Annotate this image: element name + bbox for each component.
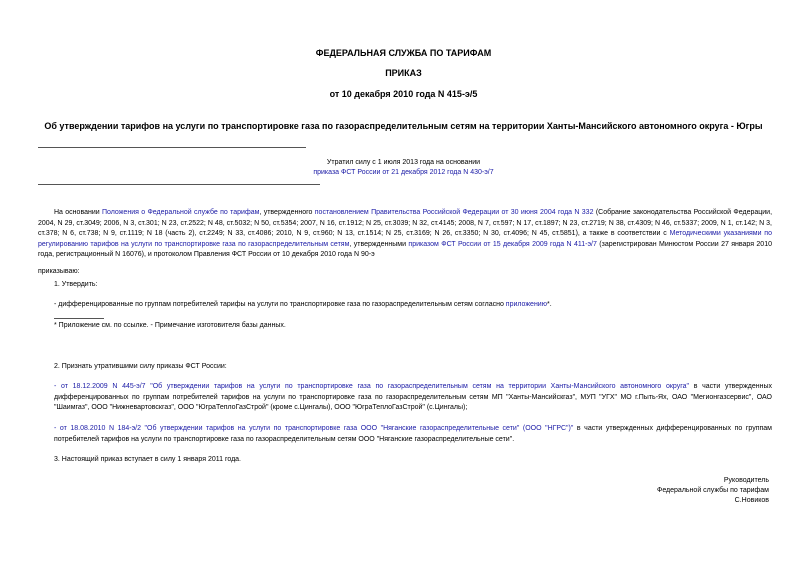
doc-title: Об утверждении тарифов на услуги по транспортировке газа по газораспределительным сетям на территории Ханты-Мансийского автономного округа - Югры: [44, 121, 763, 131]
item1-text: [54, 301, 552, 308]
item3: 3. Настоящий приказ вступает в силу 1 января 2011 года.: [54, 456, 242, 463]
item2-heading: 2. Признать утратившими силу приказы ФСТ России:: [54, 363, 227, 370]
item2-b-text: в части утвержденных дифференцированных по группам потребителей тарифов на услуги по транспортировке газа по газораспределительным сетям ООО "Няганские газораспределительные сети".: [54, 425, 772, 443]
signature-agency: Федеральной службы по тарифам: [657, 487, 769, 494]
item1-suffix: *.: [546, 301, 552, 308]
signature-position: Руководитель: [723, 477, 769, 484]
doc-date-number: от 10 декабря 2010 года N 415-э/5: [329, 89, 478, 99]
footnote: * Приложение см. по ссылке. - Примечание изготовителя базы данных.: [54, 322, 286, 329]
fst-order-445-link[interactable]: - от 18.12.2009 N 445-э/7 "Об утверждении тарифов на услуги по транспортировке газа по газораспределительным сетям на территории Ханты-Мансийского автономного округа": [54, 383, 690, 390]
item1-body: - дифференцированные по группам потребителей тарифы на услуги по транспортировке газа по газораспределительным сетям согласно: [54, 301, 506, 308]
item2-paragraph-b: [54, 424, 772, 445]
footnote-divider: [54, 318, 104, 319]
doc-type: ПРИКАЗ: [385, 68, 422, 78]
status-link[interactable]: приказа ФСТ России от 21 декабря 2012 года N 430-э/7: [313, 169, 494, 176]
item2-paragraph-a: [54, 382, 772, 414]
signature-name: С.Новиков: [734, 497, 769, 504]
fst-order-411-link[interactable]: приказом ФСТ России от 15 декабря 2009 года N 411-э/7: [408, 240, 597, 248]
item2-a-text: в части утвержденных дифференцированных по группам потребителей тарифов на услуги по транспортировке газа по газораспределительным сетям МП "Ханты-Мансийскгаз", МУП "УГХ" МО г.Пыть-Ях, ОАО "Мегионгазсервис", ОАО "Шаимгаз", ООО "Нижневартовскгаз", ООО "ЮграТеплоГазСтрой" (кроме с.Цингалы), ООО "ЮграТеплоГазСтрой" (с.Цингалы);: [54, 383, 773, 411]
order-word: приказываю:: [38, 268, 80, 275]
preamble-text-1: На основании: [54, 209, 102, 216]
preamble-text-3: (Собрание законодательства Российской Федерации, 2004, N 29, ст.3049; 2006, N 3, ст.301; N 23, ст.2522; N 48, ст.5032; N 50, ст.5354; 2007, N 16, ст.1912; N 25, ст.3039; N 32, ст.4145; 2008, N 7, ст.597; N 17, ст.1897; N 23, ст.2719; N 38, ст.4309; N 46, ст.5337; 2009, N 1, ст.142; N 3, ст.378; N 6, ст.738; N 9, ст.1119; N 18 (часть 2), ст.2249; N 33, ст.4086; 2010, N 9, ст.960; N 13, ст.1514; N 25, ст.3169; N 26, ст.3350; N 30, ст.4096; N 45, ст.5851), а также в соответствии с: [38, 209, 773, 237]
item1-heading: 1. Утвердить:: [54, 281, 98, 288]
regulation-link[interactable]: Положения о Федеральной службе по тарифам: [102, 209, 260, 216]
government-decree-link[interactable]: постановлением Правительства Российской Федерации от 30 июня 2004 года N 332: [314, 209, 594, 216]
divider-top: [38, 147, 306, 148]
status-text: Утратил силу с 1 июля 2013 года на основании: [326, 159, 481, 166]
preamble-text-2: , утвержденного: [259, 209, 315, 216]
preamble-text-5: (зарегистрирован Минюстом России 27 января 2010 года, регистрационный N 16076), и протоколом Правления ФСТ России от 10 декабря 2010 года N 90-э: [38, 240, 772, 258]
methodical-guidelines-link[interactable]: Методическими указаниями по регулированию тарифов на услуги по транспортировке газа по газораспределительным сетям: [38, 230, 772, 248]
agency-title: ФЕДЕРАЛЬНАЯ СЛУЖБА ПО ТАРИФАМ: [315, 48, 492, 58]
preamble-paragraph: [38, 208, 772, 261]
divider-bottom: [38, 184, 320, 185]
preamble-text-4: , утвержденными: [349, 240, 409, 248]
fst-order-184-link[interactable]: - от 18.08.2010 N 184-э/2 "Об утверждении тарифов на услуги по транспортировке газа ООО "Няганские газораспределительные сети" (ООО "НГРС")": [54, 425, 574, 432]
appendix-link[interactable]: приложению: [505, 301, 547, 308]
